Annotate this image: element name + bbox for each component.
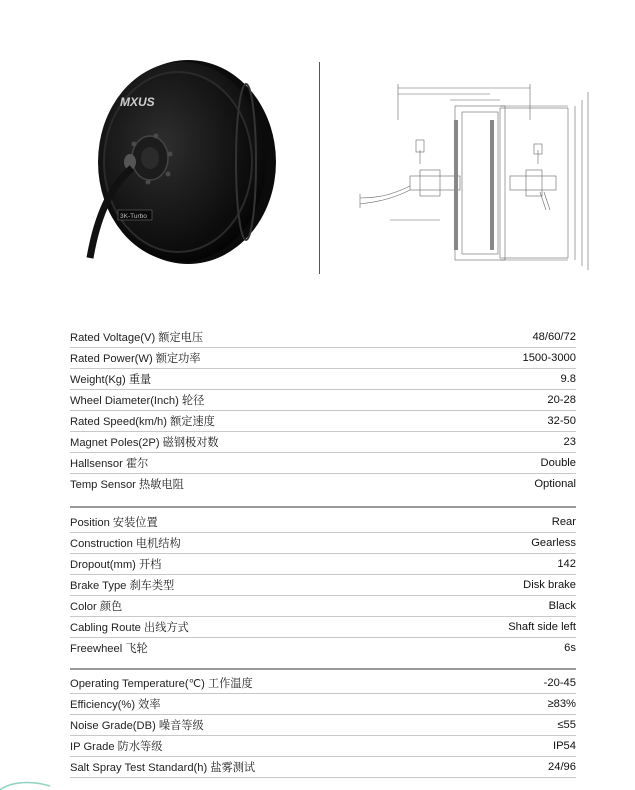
spec-label: Rated Power(W) 额定功率: [70, 353, 201, 365]
footer-accent: [0, 778, 60, 790]
brand-logo: MXUS: [120, 95, 155, 109]
spec-label: Construction 电机结构: [70, 538, 181, 550]
spec-row: [70, 715, 576, 736]
spec-label: Color 颜色: [70, 601, 123, 613]
spec-row: [70, 638, 576, 658]
spec-value: 24/96: [548, 761, 576, 773]
model-badge: 3K-Turbo: [120, 213, 147, 220]
spec-value: 23: [563, 436, 576, 448]
spec-label: Salt Spray Test Standard(h) 盐雾测试: [70, 762, 256, 774]
spec-label: Temp Sensor 热敏电阻: [70, 479, 184, 491]
technical-drawing: [350, 80, 600, 270]
vertical-divider: [319, 62, 320, 274]
spec-row: [70, 533, 576, 554]
spec-row: [70, 596, 576, 617]
spec-row: [70, 554, 576, 575]
spec-label: Efficiency(%) 效率: [70, 699, 161, 711]
spec-group-mechanical: [70, 512, 576, 670]
spec-value: Black: [548, 600, 576, 612]
spec-label: Dropout(mm) 开档: [70, 559, 162, 571]
spec-value: IP54: [552, 740, 576, 752]
spec-value: ≤55: [557, 719, 576, 731]
spec-value: 6s: [564, 642, 576, 654]
spec-row: [70, 512, 576, 533]
spec-value: Shaft side left: [508, 621, 576, 633]
spec-value: 1500-3000: [522, 352, 576, 364]
spec-label: IP Grade 防水等级: [70, 741, 163, 753]
section-divider: [70, 506, 576, 508]
spec-value: 9.8: [560, 373, 576, 385]
spec-row: [70, 736, 576, 757]
spec-label: Wheel Diameter(Inch) 轮径: [70, 395, 205, 407]
spec-row: [70, 575, 576, 596]
spec-label: Noise Grade(DB) 噪音等级: [70, 720, 204, 732]
spec-label: Freewheel 飞轮: [70, 643, 148, 655]
spec-row: [70, 390, 576, 411]
spec-value: ≥83%: [547, 698, 576, 710]
spec-value: 142: [557, 558, 576, 570]
spec-value: -20-45: [543, 677, 576, 689]
spec-value: Rear: [551, 516, 576, 528]
spec-label: Cabling Route 出线方式: [70, 622, 189, 634]
spec-label: Position 安装位置: [70, 517, 158, 529]
spec-label: Rated Speed(km/h) 额定速度: [70, 416, 215, 428]
spec-label: Brake Type 刹车类型: [70, 580, 175, 592]
spec-row: [70, 673, 576, 694]
spec-value: 32-50: [547, 415, 576, 427]
spec-label: Weight(Kg) 重量: [70, 374, 152, 386]
spec-row: [70, 694, 576, 715]
hub-motor-image: [78, 58, 278, 268]
spec-value: 48/60/72: [532, 331, 576, 343]
spec-label: Operating Temperature(℃) 工作温度: [70, 678, 253, 690]
spec-group-electrical: [70, 327, 576, 508]
spec-row: [70, 369, 576, 390]
spec-row: [70, 411, 576, 432]
spec-row: [70, 474, 576, 494]
spec-value: Disk brake: [523, 579, 576, 591]
spec-row: [70, 453, 576, 474]
spec-row: [70, 432, 576, 453]
spec-value: 20-28: [547, 394, 576, 406]
spec-row: [70, 617, 576, 638]
spec-row: [70, 327, 576, 348]
spec-group-environmental: [70, 673, 576, 778]
spec-label: Magnet Poles(2P) 磁钢极对数: [70, 437, 219, 449]
spec-value: Gearless: [531, 537, 576, 549]
section-divider: [70, 668, 576, 670]
spec-value: Optional: [534, 478, 576, 490]
spec-value: Double: [540, 457, 576, 469]
spec-label: Rated Voltage(V) 额定电压: [70, 332, 204, 344]
product-visuals: [0, 0, 635, 300]
spec-row: [70, 757, 576, 778]
spec-label: Hallsensor 霍尔: [70, 458, 149, 470]
spec-row: [70, 348, 576, 369]
